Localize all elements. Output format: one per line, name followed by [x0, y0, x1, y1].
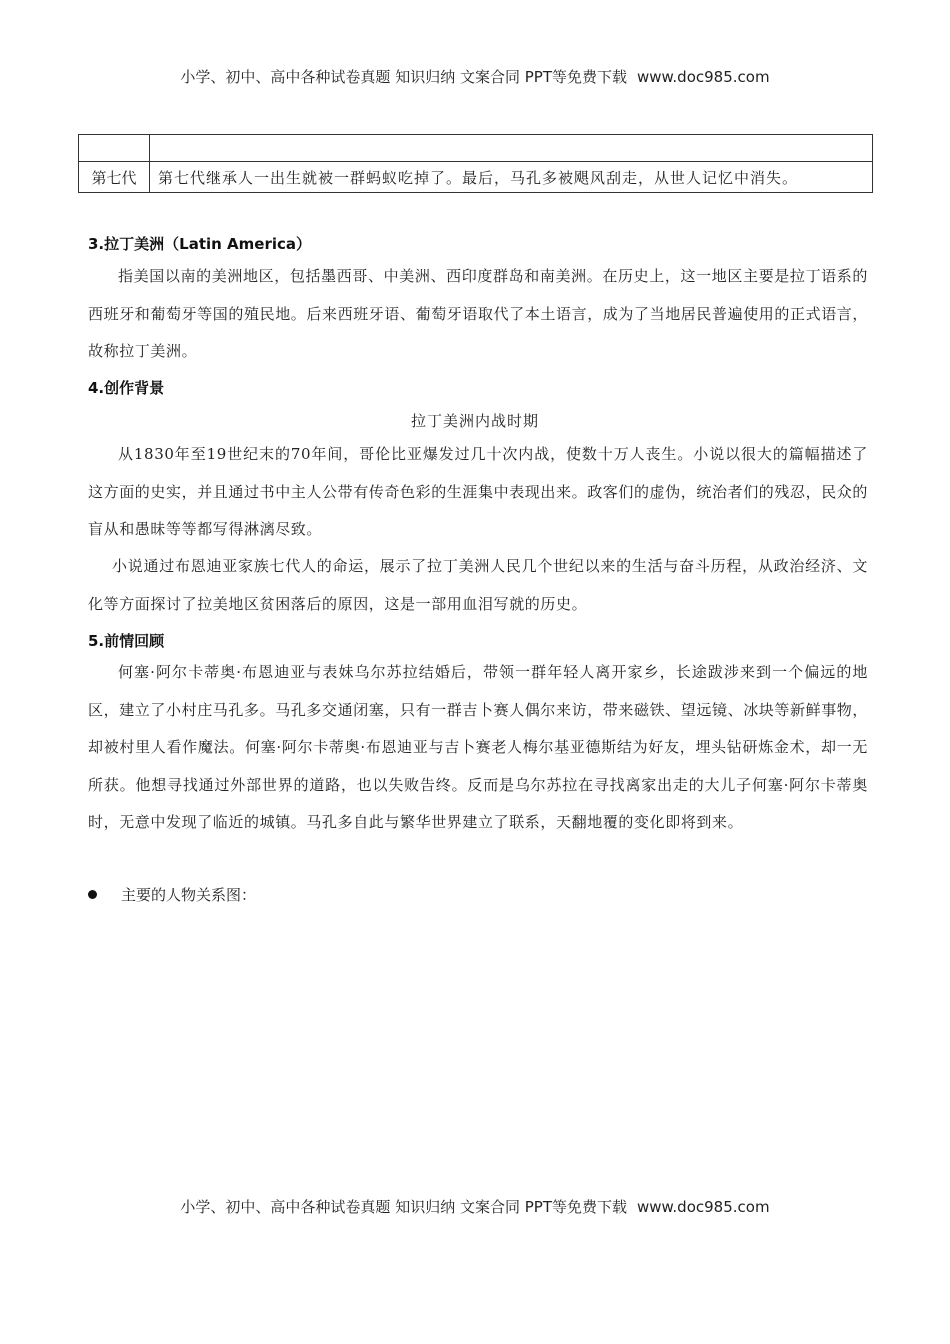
footer-text: 小学、初中、高中各种试卷真题 知识归纳 文案合同 PPT等免费下载: [180, 1198, 627, 1216]
background-paragraph-1: 从1830年至19世纪末的70年间，哥伦比亚爆发过几十次内战，使数十万人丧生。小说以很大的篇幅描述了这方面的史实，并且通过书中主人公带有传奇色彩的生涯集中表现出来。政客们的虚伪，统治者们的残忍，民众的盲从和愚昧等等都写得淋漓尽致。: [88, 445, 869, 538]
page-header: [0, 66, 950, 87]
table-row: [79, 135, 873, 162]
bullet-text: 主要的人物关系图：: [121, 886, 257, 904]
generation-cell: 第七代: [79, 162, 150, 193]
bullet-dot-icon: [88, 890, 97, 899]
description-cell: 第七代继承人一出生就被一群蚂蚁吃掉了。最后，马孔多被飓风刮走，从世人记忆中消失。: [150, 162, 873, 193]
description-cell: [150, 135, 873, 162]
footer-url-link[interactable]: www.doc985.com: [636, 1198, 770, 1216]
background-subtitle: 拉丁美洲内战时期: [410, 412, 539, 430]
page-footer: [0, 1196, 950, 1217]
background-paragraph-2: 小说通过布恩迪亚家族七代人的命运，展示了拉丁美洲人民几个世纪以来的生活与奋斗历程，从政治经济、文化等方面探讨了拉美地区贫困落后的原因，这是一部用血泪写就的历史。: [88, 557, 868, 613]
bullet-item: [88, 884, 256, 905]
header-text: 小学、初中、高中各种试卷真题 知识归纳 文案合同 PPT等免费下载: [180, 68, 627, 86]
latin-america-paragraph: 指美国以南的美洲地区，包括墨西哥、中美洲、西印度群岛和南美洲。在历史上，这一地区主要是拉丁语系的西班牙和葡萄牙等国的殖民地。后来西班牙语、葡萄牙语取代了本土语言，成为了当地居民普遍使用的正式语言，故称拉丁美洲。: [88, 267, 869, 360]
header-url-link[interactable]: www.doc985.com: [636, 68, 770, 86]
section-heading-background: 4.创作背景: [88, 379, 165, 397]
table-row: [79, 162, 873, 193]
section-heading-latin-america: 3.拉丁美洲（Latin America）: [88, 235, 311, 253]
section-heading-recap: 5.前情回顾: [88, 632, 165, 650]
generation-cell: [79, 135, 150, 162]
generation-table: [78, 134, 873, 193]
recap-paragraph: 何塞·阿尔卡蒂奥·布恩迪亚与表妹乌尔苏拉结婚后，带领一群年轻人离开家乡，长途跋涉来到一个偏远的地区，建立了小村庄马孔多。马孔多交通闭塞，只有一群吉卜赛人偶尔来访，带来磁铁、望远镜、冰块等新鲜事物，却被村里人看作魔法。何塞·阿尔卡蒂奥·布恩迪亚与吉卜赛老人梅尔基亚德斯结为好友，埋头钻研炼金术，却一无所获。他想寻找通过外部世界的道路，也以失败告终。反而是乌尔苏拉在寻找离家出走的大儿子何塞·阿尔卡蒂奥时，无意中发现了临近的城镇。马孔多自此与繁华世界建立了联系，天翻地覆的变化即将到来。: [88, 663, 869, 831]
